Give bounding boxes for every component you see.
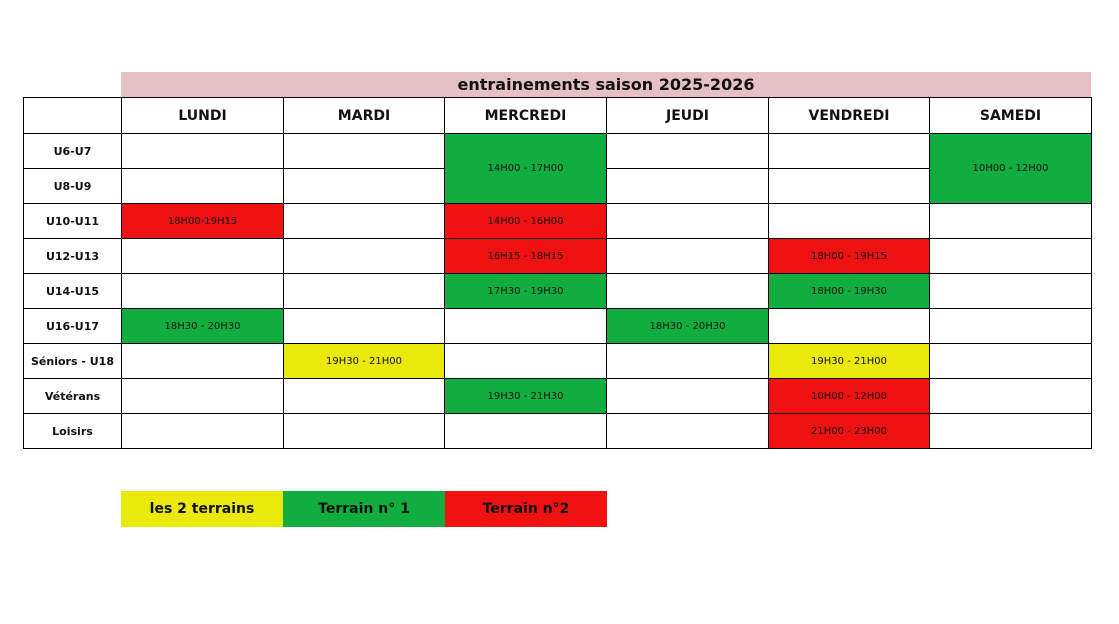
schedule-row: [24, 274, 1092, 309]
empty-slot: [284, 134, 445, 169]
day-header-lundi: LUNDI: [122, 98, 284, 134]
empty-slot: [769, 309, 930, 344]
empty-slot: [769, 169, 930, 204]
training-slot: 18H00 - 19H30: [769, 274, 930, 309]
empty-slot: [930, 239, 1092, 274]
empty-slot: [607, 204, 769, 239]
legend-item: Terrain n° 1: [283, 491, 445, 527]
schedule-row: [24, 239, 1092, 274]
empty-slot: [122, 134, 284, 169]
empty-slot: [284, 379, 445, 414]
empty-slot: [445, 414, 607, 449]
empty-slot: [930, 344, 1092, 379]
empty-slot: [930, 379, 1092, 414]
empty-slot: [445, 309, 607, 344]
training-slot: 10H00 - 12H00: [769, 379, 930, 414]
empty-slot: [769, 134, 930, 169]
empty-slot: [284, 309, 445, 344]
schedule-row: [24, 309, 1092, 344]
empty-slot: [930, 414, 1092, 449]
empty-slot: [122, 379, 284, 414]
training-slot: 17H30 - 19H30: [445, 274, 607, 309]
training-slot: 19H30 - 21H00: [284, 344, 445, 379]
training-slot: 19H30 - 21H00: [769, 344, 930, 379]
training-slot: 18H00 - 19H15: [769, 239, 930, 274]
day-header-mercredi: MERCREDI: [445, 98, 607, 134]
schedule-row: [24, 379, 1092, 414]
category-label: U12-U13: [24, 239, 122, 274]
day-header-row: [24, 98, 1092, 134]
training-slot: 18H00-19H15: [122, 204, 284, 239]
empty-slot: [122, 414, 284, 449]
empty-slot: [122, 169, 284, 204]
day-header-samedi: SAMEDI: [930, 98, 1092, 134]
training-slot: 21H00 - 23H00: [769, 414, 930, 449]
training-slot: 14H00 - 16H00: [445, 204, 607, 239]
category-label: Séniors - U18: [24, 344, 122, 379]
day-header-jeudi: JEUDI: [607, 98, 769, 134]
empty-slot: [930, 274, 1092, 309]
schedule-row: [24, 134, 1092, 169]
schedule-row: [24, 344, 1092, 379]
legend: [121, 491, 607, 527]
schedule-row: [24, 204, 1092, 239]
empty-slot: [607, 169, 769, 204]
empty-slot: [284, 414, 445, 449]
category-label: U10-U11: [24, 204, 122, 239]
empty-slot: [607, 344, 769, 379]
empty-slot: [930, 309, 1092, 344]
empty-slot: [284, 204, 445, 239]
empty-slot: [122, 239, 284, 274]
empty-slot: [607, 274, 769, 309]
category-label: U6-U7: [24, 134, 122, 169]
category-label: Loisirs: [24, 414, 122, 449]
empty-slot: [284, 169, 445, 204]
training-slot: 19H30 - 21H30: [445, 379, 607, 414]
schedule-row: [24, 414, 1092, 449]
training-slot: 14H00 - 17H00: [445, 134, 607, 204]
corner-cell: [24, 98, 122, 134]
training-slot: 18H30 - 20H30: [122, 309, 284, 344]
training-slot: 18H30 - 20H30: [607, 309, 769, 344]
category-label: U8-U9: [24, 169, 122, 204]
category-label: U16-U17: [24, 309, 122, 344]
empty-slot: [122, 344, 284, 379]
empty-slot: [930, 204, 1092, 239]
legend-item: les 2 terrains: [121, 491, 283, 527]
legend-item: Terrain n°2: [445, 491, 607, 527]
empty-slot: [607, 239, 769, 274]
schedule-body: [24, 98, 1092, 449]
schedule-title: entrainements saison 2025-2026: [121, 72, 1091, 97]
empty-slot: [769, 204, 930, 239]
schedule-table: [23, 97, 1092, 449]
empty-slot: [122, 274, 284, 309]
day-header-vendredi: VENDREDI: [769, 98, 930, 134]
day-header-mardi: MARDI: [284, 98, 445, 134]
empty-slot: [607, 414, 769, 449]
training-slot: 16H15 - 18H15: [445, 239, 607, 274]
empty-slot: [445, 344, 607, 379]
empty-slot: [284, 274, 445, 309]
category-label: Vétérans: [24, 379, 122, 414]
category-label: U14-U15: [24, 274, 122, 309]
empty-slot: [607, 379, 769, 414]
empty-slot: [284, 239, 445, 274]
empty-slot: [607, 134, 769, 169]
training-slot: 10H00 - 12H00: [930, 134, 1092, 204]
